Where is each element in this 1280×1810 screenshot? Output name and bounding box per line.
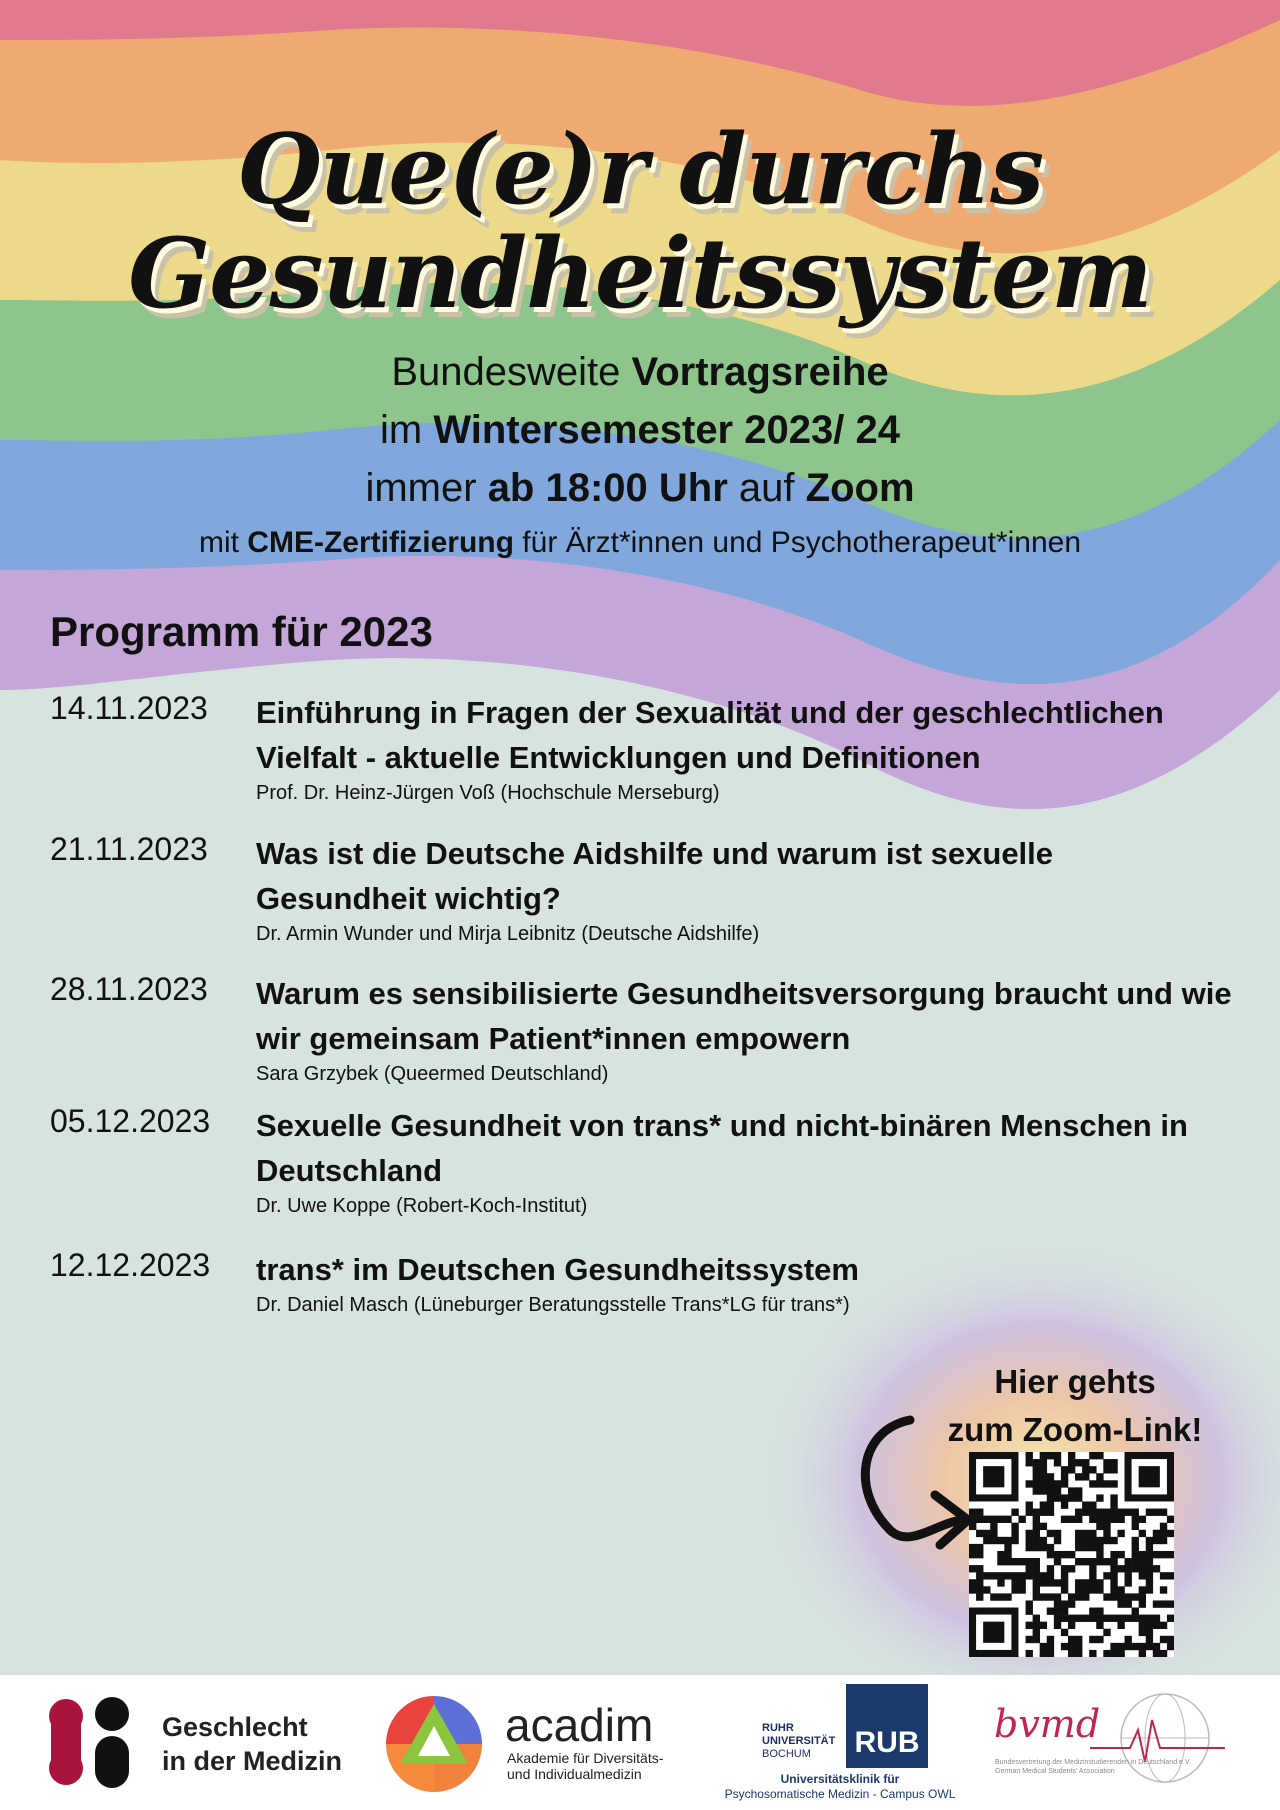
event-speaker: Dr. Uwe Koppe (Robert-Koch-Institut): [256, 1195, 588, 1217]
bvmd-name: bvmd: [994, 1702, 1101, 1746]
event-date: 21.11.2023: [50, 831, 208, 867]
bvmd-sub1: Bundesvertretung der Medizinstudierenden in Deutschland e.V.: [995, 1759, 1191, 1766]
zoom-qr-code[interactable]: [969, 1452, 1174, 1657]
zoom-callout-line1: Hier gehts: [994, 1363, 1156, 1400]
poster-title-line2: Gesundheitssystem: [128, 217, 1152, 330]
acadim-subtitle: [507, 1750, 663, 1782]
acadim-sub2: und Individualmedizin: [507, 1766, 642, 1782]
gim-line1: Geschlecht: [162, 1712, 308, 1742]
event-speaker: Sara Grzybek (Queermed Deutschland): [256, 1063, 609, 1085]
rub-klinik2: Psychosomatische Medizin - Campus OWL: [724, 1787, 956, 1801]
bvmd-sub2: German Medical Students' Association: [995, 1768, 1115, 1775]
rub-line1: RUHR: [762, 1722, 794, 1734]
event-title: Warum es sensibilisierte Gesundheitsversorgung braucht und wie wir gemeinsam Patient*innen empowern: [256, 976, 1232, 1056]
acadim-logo-icon: [384, 1694, 484, 1794]
event-speaker: Dr. Armin Wunder und Mirja Leibnitz (Deutsche Aidshilfe): [256, 923, 760, 945]
zoom-callout-line2: zum Zoom-Link!: [947, 1411, 1203, 1448]
event-date: 05.12.2023: [50, 1103, 211, 1139]
rub-line2: UNIVERSITÄT: [762, 1735, 836, 1747]
subtitle-line3: immer ab 18:00 Uhr auf Zoom: [365, 466, 915, 510]
acadim-name: acadim: [505, 1699, 654, 1751]
zoom-link-callout: [925, 1358, 1225, 1454]
event-title: Einführung in Fragen der Sexualität und der geschlechtlichen Vielfalt - aktuelle Entwicklungen und Definitionen: [256, 695, 1164, 775]
rub-logo-icon: RUB: [846, 1684, 928, 1768]
subtitle-line1: Bundesweite Vortragsreihe: [391, 350, 889, 394]
rub-clinic-text: [690, 1772, 990, 1802]
acadim-sub1: Akademie für Diversitäts-: [507, 1750, 664, 1766]
poster-title-line1: Que(e)r durchs: [236, 113, 1044, 226]
gim-logo-text: [162, 1710, 342, 1778]
event-speaker: Dr. Daniel Masch (Lüneburger Beratungsstelle Trans*LG für trans*): [256, 1294, 850, 1316]
rub-line3: BOCHUM: [762, 1748, 811, 1760]
event-date: 12.12.2023: [50, 1247, 211, 1283]
gim-logo-icon: [48, 1694, 138, 1790]
event-title: Sexuelle Gesundheit von trans* und nicht-binären Menschen in Deutschland: [256, 1108, 1188, 1188]
gim-line2: in der Medizin: [162, 1746, 343, 1776]
event-title: trans* im Deutschen Gesundheitssystem: [256, 1252, 859, 1287]
event-date: 14.11.2023: [50, 690, 208, 726]
event-title: Was ist die Deutsche Aidshilfe und warum ist sexuelle Gesundheit wichtig?: [256, 836, 1054, 916]
subtitle-line4: mit CME-Zertifizierung für Ärzt*innen und Psychotherapeut*innen: [198, 526, 1082, 559]
event-date: 28.11.2023: [50, 971, 208, 1007]
event-speaker: Prof. Dr. Heinz-Jürgen Voß (Hochschule Merseburg): [256, 782, 720, 804]
rub-university-text: [762, 1722, 835, 1761]
subtitle-line2: im Wintersemester 2023/ 24: [380, 408, 900, 452]
qr-code-icon: [969, 1452, 1174, 1657]
bvmd-subtitle: [995, 1758, 1235, 1776]
program-heading: Programm für 2023: [50, 608, 433, 655]
rub-klinik1: Universitätsklinik für: [780, 1772, 900, 1786]
